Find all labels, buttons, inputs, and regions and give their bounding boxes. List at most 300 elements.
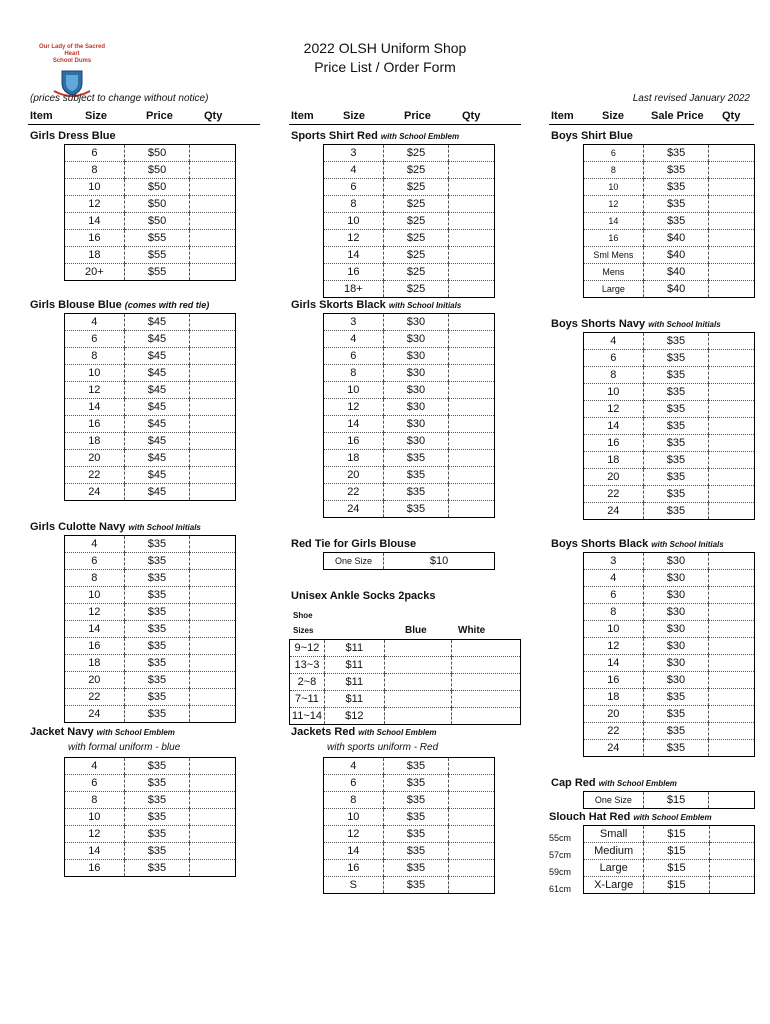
table-row bbox=[584, 401, 755, 418]
price-cell: $30 bbox=[643, 638, 709, 655]
socks-sizes-label: Sizes bbox=[293, 626, 314, 635]
table-row bbox=[65, 587, 236, 604]
qty-cell[interactable] bbox=[451, 657, 520, 674]
table-row bbox=[65, 604, 236, 621]
size-cell: 12 bbox=[584, 638, 644, 655]
qty-cell[interactable] bbox=[709, 604, 755, 621]
table-row bbox=[584, 843, 755, 860]
size-cell: 20 bbox=[65, 450, 125, 467]
table-row bbox=[290, 640, 521, 657]
table-row bbox=[324, 484, 495, 501]
slouch-hat-cm-labels bbox=[549, 830, 571, 898]
qty-cell[interactable] bbox=[190, 365, 236, 382]
price-cell: $35 bbox=[124, 672, 190, 689]
qty-cell[interactable] bbox=[190, 382, 236, 399]
price-cell: $35 bbox=[383, 877, 449, 894]
table-row bbox=[65, 247, 236, 264]
size-cell: 14 bbox=[584, 213, 644, 230]
table-row bbox=[584, 469, 755, 486]
price-cell: $30 bbox=[643, 553, 709, 570]
price-cell: $40 bbox=[643, 264, 709, 281]
section-title-socks: Unisex Ankle Socks 2packs bbox=[291, 590, 436, 602]
price-cell: $35 bbox=[643, 367, 709, 384]
table-row bbox=[65, 331, 236, 348]
table-row bbox=[584, 723, 755, 740]
size-cell: Large bbox=[601, 284, 625, 294]
qty-cell[interactable] bbox=[449, 264, 495, 281]
price-cell: $40 bbox=[643, 230, 709, 247]
qty-cell[interactable] bbox=[709, 367, 755, 384]
qty-cell[interactable] bbox=[451, 708, 520, 725]
qty-cell[interactable] bbox=[449, 281, 495, 298]
size-cell: Mens bbox=[584, 264, 644, 281]
table-row bbox=[65, 382, 236, 399]
qty-cell[interactable] bbox=[709, 723, 755, 740]
size-cell: 16 bbox=[324, 860, 384, 877]
qty-cell[interactable] bbox=[449, 196, 495, 213]
price-cell: $30 bbox=[643, 655, 709, 672]
qty-cell[interactable] bbox=[709, 689, 755, 706]
size-cell: 10 bbox=[65, 179, 125, 196]
qty-cell[interactable] bbox=[709, 281, 755, 298]
size-cell: 9~12 bbox=[290, 640, 325, 657]
qty-cell[interactable] bbox=[449, 433, 495, 450]
size-cell: 3 bbox=[324, 314, 384, 331]
size-cell: 10 bbox=[584, 621, 644, 638]
price-cell: $35 bbox=[124, 655, 190, 672]
qty-cell[interactable] bbox=[709, 826, 754, 843]
price-cell: $35 bbox=[124, 536, 190, 553]
size-cell: 12 bbox=[65, 604, 125, 621]
table-row bbox=[65, 826, 236, 843]
socks-shoe-label: Shoe bbox=[293, 611, 313, 620]
price-cell: $35 bbox=[124, 621, 190, 638]
size-cell: 22 bbox=[584, 486, 644, 503]
qty-cell[interactable] bbox=[190, 706, 236, 723]
qty-cell[interactable] bbox=[384, 708, 451, 725]
qty-cell[interactable] bbox=[709, 435, 755, 452]
price-cell: $15 bbox=[644, 860, 709, 877]
qty-cell[interactable] bbox=[190, 536, 236, 553]
qty-cell[interactable] bbox=[449, 213, 495, 230]
price-cell: $15 bbox=[643, 792, 709, 809]
price-cell: $50 bbox=[124, 179, 190, 196]
size-cell: 4 bbox=[65, 758, 125, 775]
section-subtitle: with School Initials bbox=[648, 320, 721, 329]
price-cell: $25 bbox=[383, 196, 449, 213]
qty-cell[interactable] bbox=[709, 672, 755, 689]
table-row bbox=[324, 365, 495, 382]
red-tie-table bbox=[323, 552, 495, 570]
qty-cell[interactable] bbox=[449, 382, 495, 399]
qty-cell[interactable] bbox=[709, 162, 755, 179]
price-cell: $12 bbox=[324, 708, 384, 725]
qty-cell[interactable] bbox=[449, 758, 495, 775]
qty-cell[interactable] bbox=[709, 418, 755, 435]
qty-cell[interactable] bbox=[190, 860, 236, 877]
size-cell: 14 bbox=[324, 416, 384, 433]
size-cell: 16 bbox=[584, 435, 644, 452]
jackets-red-note: with sports uniform - Red bbox=[327, 742, 439, 753]
size-cell: 10 bbox=[65, 365, 125, 382]
table-row bbox=[290, 657, 521, 674]
price-cell: $50 bbox=[124, 213, 190, 230]
size-cell: 10 bbox=[324, 382, 384, 399]
size-cell: 16 bbox=[584, 672, 644, 689]
qty-cell[interactable] bbox=[709, 877, 754, 894]
socks-table bbox=[289, 639, 521, 725]
size-cell: 10 bbox=[324, 213, 384, 230]
table-row bbox=[584, 621, 755, 638]
qty-cell[interactable] bbox=[709, 553, 755, 570]
size-cell: 10 bbox=[584, 179, 644, 196]
qty-cell[interactable] bbox=[709, 587, 755, 604]
size-cell: 22 bbox=[65, 689, 125, 706]
size-cell: 24 bbox=[607, 742, 620, 754]
price-cell: $35 bbox=[124, 638, 190, 655]
qty-cell[interactable] bbox=[709, 638, 755, 655]
price-cell: $30 bbox=[383, 433, 449, 450]
qty-cell[interactable] bbox=[190, 621, 236, 638]
price-cell: $15 bbox=[644, 826, 709, 843]
size-cell: 24 bbox=[88, 486, 101, 498]
price-cell: $45 bbox=[124, 365, 190, 382]
size-cell: 18 bbox=[584, 452, 644, 469]
size-cell: 14 bbox=[65, 213, 125, 230]
table-row bbox=[324, 264, 495, 281]
table-row bbox=[324, 314, 495, 331]
boys-shorts-black-table bbox=[583, 552, 755, 757]
qty-cell[interactable] bbox=[190, 162, 236, 179]
qty-cell[interactable] bbox=[190, 758, 236, 775]
qty-cell[interactable] bbox=[384, 657, 451, 674]
price-cell: $35 bbox=[643, 333, 709, 350]
qty-cell[interactable] bbox=[449, 860, 495, 877]
qty-cell[interactable] bbox=[709, 792, 755, 809]
table-row bbox=[584, 706, 755, 723]
table-row bbox=[584, 196, 755, 213]
qty-cell[interactable] bbox=[190, 792, 236, 809]
qty-cell[interactable] bbox=[451, 674, 520, 691]
qty-cell[interactable] bbox=[709, 486, 755, 503]
qty-cell[interactable] bbox=[449, 162, 495, 179]
table-row bbox=[584, 877, 755, 894]
size-cell: 16 bbox=[65, 230, 125, 247]
table-row bbox=[65, 145, 236, 162]
section-title: Jacket Navy bbox=[30, 726, 94, 738]
header-qty: Qty bbox=[204, 110, 223, 122]
qty-cell[interactable] bbox=[384, 674, 451, 691]
qty-cell[interactable] bbox=[709, 655, 755, 672]
qty-cell[interactable] bbox=[449, 877, 495, 894]
table-row bbox=[324, 179, 495, 196]
qty-cell[interactable] bbox=[709, 333, 755, 350]
table-row bbox=[324, 281, 495, 298]
price-cell: $30 bbox=[383, 365, 449, 382]
qty-cell[interactable] bbox=[709, 621, 755, 638]
qty-cell[interactable] bbox=[709, 452, 755, 469]
price-cell: $45 bbox=[124, 399, 190, 416]
table-row bbox=[584, 604, 755, 621]
qty-cell[interactable] bbox=[709, 350, 755, 367]
table-row bbox=[584, 826, 755, 843]
price-cell: $30 bbox=[643, 621, 709, 638]
qty-cell[interactable] bbox=[190, 416, 236, 433]
qty-cell[interactable] bbox=[709, 213, 755, 230]
header-underline bbox=[28, 124, 260, 125]
qty-cell[interactable] bbox=[449, 501, 495, 518]
section-title-red-tie: Red Tie for Girls Blouse bbox=[291, 538, 417, 550]
price-cell: $35 bbox=[643, 162, 709, 179]
qty-cell[interactable] bbox=[190, 433, 236, 450]
boys-shirt-table bbox=[583, 144, 755, 298]
jackets-red-table bbox=[323, 757, 495, 894]
price-cell: $25 bbox=[383, 145, 449, 162]
table-row bbox=[324, 213, 495, 230]
qty-cell[interactable] bbox=[190, 638, 236, 655]
qty-cell[interactable] bbox=[709, 503, 755, 520]
qty-cell[interactable] bbox=[190, 775, 236, 792]
qty-cell[interactable] bbox=[190, 179, 236, 196]
section-title: Boys Shorts Navy bbox=[551, 318, 646, 330]
qty-cell[interactable] bbox=[449, 179, 495, 196]
qty-cell[interactable] bbox=[449, 145, 495, 162]
qty-cell[interactable] bbox=[449, 230, 495, 247]
table-row bbox=[584, 367, 755, 384]
qty-cell[interactable] bbox=[449, 247, 495, 264]
size-cell: 6 bbox=[584, 350, 644, 367]
size-cell: 11~14 bbox=[291, 710, 322, 722]
hat-cm-label: 61cm bbox=[549, 884, 572, 894]
size-cell: 14 bbox=[584, 655, 644, 672]
header-item: Item bbox=[30, 110, 53, 122]
table-row bbox=[290, 674, 521, 691]
qty-cell[interactable] bbox=[190, 826, 236, 843]
qty-cell[interactable] bbox=[190, 587, 236, 604]
price-cell: $35 bbox=[383, 860, 449, 877]
table-row bbox=[584, 553, 755, 570]
price-cell: $35 bbox=[383, 484, 449, 501]
table-row bbox=[584, 264, 755, 281]
qty-cell[interactable] bbox=[709, 860, 754, 877]
table-row bbox=[584, 792, 755, 809]
price-cell: $35 bbox=[383, 775, 449, 792]
price-cell: $35 bbox=[643, 213, 709, 230]
section-subtitle: with School Emblem bbox=[358, 728, 437, 737]
price-cell: $35 bbox=[643, 469, 709, 486]
header-qty: Qty bbox=[462, 110, 481, 122]
qty-cell[interactable] bbox=[709, 469, 755, 486]
qty-cell[interactable] bbox=[709, 843, 754, 860]
qty-cell[interactable] bbox=[190, 467, 236, 484]
size-cell: 24 bbox=[347, 503, 360, 515]
qty-cell[interactable] bbox=[190, 484, 236, 501]
qty-cell[interactable] bbox=[190, 843, 236, 860]
qty-cell[interactable] bbox=[709, 196, 755, 213]
size-cell: 4 bbox=[584, 570, 644, 587]
price-cell: $35 bbox=[124, 758, 190, 775]
section-title-jackets-red bbox=[291, 726, 437, 738]
table-row bbox=[65, 399, 236, 416]
size-cell: One Size bbox=[594, 795, 632, 805]
qty-cell[interactable] bbox=[449, 792, 495, 809]
qty-cell[interactable] bbox=[709, 570, 755, 587]
size-cell: 20+ bbox=[85, 266, 104, 278]
size-cell: 24 bbox=[607, 505, 620, 517]
table-row bbox=[584, 333, 755, 350]
qty-cell[interactable] bbox=[709, 230, 755, 247]
section-title-slouch-hat bbox=[549, 811, 712, 823]
price-cell: $35 bbox=[383, 809, 449, 826]
qty-cell[interactable] bbox=[190, 809, 236, 826]
size-cell: 4 bbox=[65, 314, 125, 331]
price-cell: $35 bbox=[643, 196, 709, 213]
qty-cell[interactable] bbox=[190, 570, 236, 587]
revision-note: Last revised January 2022 bbox=[632, 93, 750, 104]
qty-cell[interactable] bbox=[449, 809, 495, 826]
header-sale-price: Sale Price bbox=[651, 110, 704, 122]
price-cell: $50 bbox=[124, 162, 190, 179]
size-cell: 12 bbox=[324, 399, 384, 416]
table-row bbox=[584, 740, 755, 757]
price-cell: $35 bbox=[643, 435, 709, 452]
price-cell: $35 bbox=[124, 792, 190, 809]
table-row bbox=[584, 503, 755, 520]
girls-dress-table bbox=[64, 144, 236, 281]
size-cell: 20 bbox=[584, 706, 644, 723]
price-cell: $30 bbox=[383, 399, 449, 416]
table-row bbox=[584, 418, 755, 435]
qty-cell[interactable] bbox=[190, 230, 236, 247]
size-cell: 8 bbox=[584, 604, 644, 621]
qty-cell[interactable] bbox=[190, 689, 236, 706]
qty-cell[interactable] bbox=[449, 314, 495, 331]
qty-cell[interactable] bbox=[709, 706, 755, 723]
qty-cell[interactable] bbox=[190, 264, 236, 281]
price-cell: $35 bbox=[124, 826, 190, 843]
qty-cell[interactable] bbox=[190, 331, 236, 348]
qty-cell[interactable] bbox=[709, 179, 755, 196]
qty-cell[interactable] bbox=[709, 264, 755, 281]
qty-cell[interactable] bbox=[190, 314, 236, 331]
header-size: Size bbox=[85, 110, 108, 122]
qty-cell[interactable] bbox=[190, 196, 236, 213]
qty-cell[interactable] bbox=[709, 740, 755, 757]
table-row bbox=[324, 775, 495, 792]
table-row bbox=[65, 179, 236, 196]
girls-blouse-table bbox=[64, 313, 236, 501]
header-size: Size bbox=[602, 110, 625, 122]
qty-cell[interactable] bbox=[449, 416, 495, 433]
qty-cell[interactable] bbox=[449, 365, 495, 382]
size-cell: Large bbox=[584, 860, 644, 877]
table-row bbox=[584, 213, 755, 230]
size-cell: 10 bbox=[324, 809, 384, 826]
qty-cell[interactable] bbox=[449, 843, 495, 860]
qty-cell[interactable] bbox=[449, 484, 495, 501]
table-row bbox=[324, 247, 495, 264]
section-subtitle: with School Emblem bbox=[598, 779, 677, 788]
size-cell: 6 bbox=[324, 775, 384, 792]
size-cell: 16 bbox=[324, 433, 384, 450]
size-cell: 6 bbox=[584, 587, 644, 604]
table-row bbox=[324, 433, 495, 450]
logo-line-1: Our Lady of the Sacred Heart bbox=[38, 44, 105, 57]
qty-cell[interactable] bbox=[449, 467, 495, 484]
size-cell: 12 bbox=[584, 401, 644, 418]
header-underline bbox=[549, 124, 754, 125]
size-cell: 6 bbox=[324, 348, 384, 365]
qty-cell[interactable] bbox=[709, 401, 755, 418]
qty-cell[interactable] bbox=[190, 348, 236, 365]
qty-cell[interactable] bbox=[709, 145, 755, 162]
qty-cell[interactable] bbox=[451, 640, 520, 657]
qty-cell[interactable] bbox=[190, 672, 236, 689]
table-row bbox=[324, 467, 495, 484]
qty-cell[interactable] bbox=[709, 384, 755, 401]
table-row bbox=[65, 196, 236, 213]
qty-cell[interactable] bbox=[190, 604, 236, 621]
table-row bbox=[65, 433, 236, 450]
sports-shirt-table bbox=[323, 144, 495, 298]
size-cell: 20 bbox=[324, 467, 384, 484]
table-row bbox=[65, 655, 236, 672]
qty-cell[interactable] bbox=[709, 247, 755, 264]
size-cell: 24 bbox=[88, 708, 101, 720]
qty-cell[interactable] bbox=[190, 655, 236, 672]
qty-cell[interactable] bbox=[449, 399, 495, 416]
table-row bbox=[584, 435, 755, 452]
price-cell: $35 bbox=[643, 418, 709, 435]
size-cell: 22 bbox=[65, 467, 125, 484]
size-cell: 10 bbox=[65, 587, 125, 604]
qty-cell[interactable] bbox=[384, 640, 451, 657]
qty-cell[interactable] bbox=[190, 213, 236, 230]
price-cell: $35 bbox=[383, 792, 449, 809]
price-cell: $45 bbox=[124, 467, 190, 484]
qty-cell[interactable] bbox=[449, 331, 495, 348]
qty-cell[interactable] bbox=[190, 450, 236, 467]
price-cell: $35 bbox=[124, 809, 190, 826]
table-row bbox=[584, 350, 755, 367]
table-row bbox=[65, 570, 236, 587]
header-price: Price bbox=[404, 110, 431, 122]
price-cell: $30 bbox=[383, 331, 449, 348]
qty-cell[interactable] bbox=[190, 247, 236, 264]
qty-cell[interactable] bbox=[451, 691, 520, 708]
qty-cell[interactable] bbox=[449, 775, 495, 792]
table-row bbox=[65, 689, 236, 706]
table-row bbox=[324, 877, 495, 894]
qty-cell[interactable] bbox=[449, 450, 495, 467]
qty-cell[interactable] bbox=[449, 348, 495, 365]
size-cell: 16 bbox=[584, 230, 644, 247]
size-cell: 14 bbox=[324, 247, 384, 264]
qty-cell[interactable] bbox=[384, 691, 451, 708]
table-row bbox=[584, 689, 755, 706]
qty-cell[interactable] bbox=[190, 553, 236, 570]
qty-cell[interactable] bbox=[190, 145, 236, 162]
qty-cell[interactable] bbox=[449, 826, 495, 843]
size-cell: 7~11 bbox=[290, 691, 325, 708]
qty-cell[interactable] bbox=[190, 399, 236, 416]
table-row bbox=[65, 416, 236, 433]
section-subtitle: with School Initials bbox=[651, 540, 724, 549]
price-cell: $35 bbox=[124, 689, 190, 706]
socks-white-label: White bbox=[458, 625, 486, 636]
size-cell: 14 bbox=[324, 843, 384, 860]
price-cell: $35 bbox=[383, 450, 449, 467]
